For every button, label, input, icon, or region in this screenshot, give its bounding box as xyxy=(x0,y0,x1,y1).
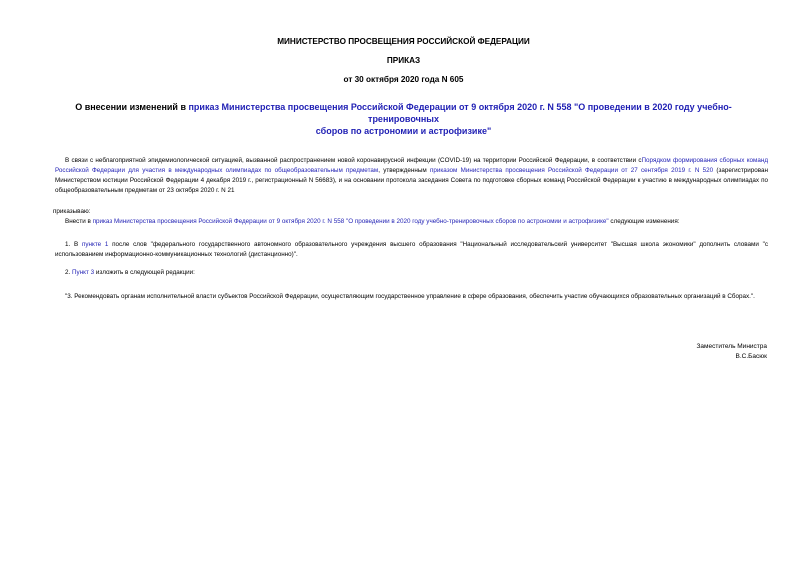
point-3-link[interactable]: Пункт 3 xyxy=(72,269,95,276)
clause-main: Внести в приказ Министерства просвещения Российской Федерации от 9 октября 2020 г. N 558 "О проведении в 2020 году учебно-тренировочных сборов по астрономии и астрофизике" следующие изменения: xyxy=(65,218,680,225)
intro-paragraph xyxy=(55,156,768,196)
procedure-link[interactable]: Порядком формирования сборных команд Российской Федерации для участия в международных олимпиадах по общеобразовательным предметам xyxy=(55,157,769,174)
signatory-position: Заместитель Министра xyxy=(696,343,767,350)
title-link-line2: сборов по астрономии и астрофизике" xyxy=(315,126,492,136)
quoted-amendment: "3. Рекомендовать органам исполнительной власти субъектов Российской Федерации, осуществляющим государственное управление в сфере образования, обеспечить участие обучающихся образовательных организаций в Сборах.". xyxy=(65,293,755,300)
signatory-name: В.С.Басюк xyxy=(735,353,767,360)
point-1-link[interactable]: пункте 1 xyxy=(81,241,109,248)
intro-text-1: В связи с неблагоприятной эпидемиологической ситуацией, вызванной распространением новой коронавирусной инфекции (COVID-19) на территории Российской Федерации, в соответствии с xyxy=(65,157,642,164)
intro-text-4: команд Российской Федерации к участию в международных олимпиадах по общеобразовательным предметам от 23 октября 2020 г. N 21 xyxy=(55,177,769,194)
title-link-line1: приказ Министерства просвещения Российской Федерации от 9 октября 2020 г. N 558 "О проведении в 2020 году учебно-тренировочных xyxy=(188,102,732,124)
title-prefix: О внесении изменений в xyxy=(75,102,189,112)
order-558-link[interactable]: приказ Министерства просвещения Российской Федерации от 9 октября 2020 г. N 558 "О проведении в 2020 году учебно-тренировочных сборов по астрономии и астрофизике" xyxy=(92,218,609,225)
intro-text-2: , утвержденным xyxy=(378,167,430,174)
order-520-link[interactable]: приказом Министерства просвещения Российской Федерации от 27 сентября 2019 г. N 520 xyxy=(429,167,714,174)
item-1: 1. В пункте 1 после слов "федерального государственного автономного образовательного учреждения высшего образования "Национальный исследовательский университет "Высшая школа экономики" дополнить словами "с использованием информационно-коммуникационных технологий (дистанционно)". xyxy=(55,241,769,258)
document-date-number: от 30 октября 2020 года N 605 xyxy=(343,75,464,84)
document-title xyxy=(40,101,767,137)
document-type: ПРИКАЗ xyxy=(386,56,421,65)
title-order-link[interactable] xyxy=(189,102,732,136)
item-2: 2. Пункт 3 изложить в следующей редакции: xyxy=(65,269,195,276)
order-word: приказываю: xyxy=(53,208,91,215)
intro-text-3: (зарегистрирован Министерством юстиции Российской Федерации 4 декабря 2019 г., регистрационный N 56683), и на основании протокола заседания Совета по подготовке сборных xyxy=(55,167,768,184)
ministry-heading: МИНИСТЕРСТВО ПРОСВЕЩЕНИЯ РОССИЙСКОЙ ФЕДЕРАЦИИ xyxy=(277,37,530,46)
